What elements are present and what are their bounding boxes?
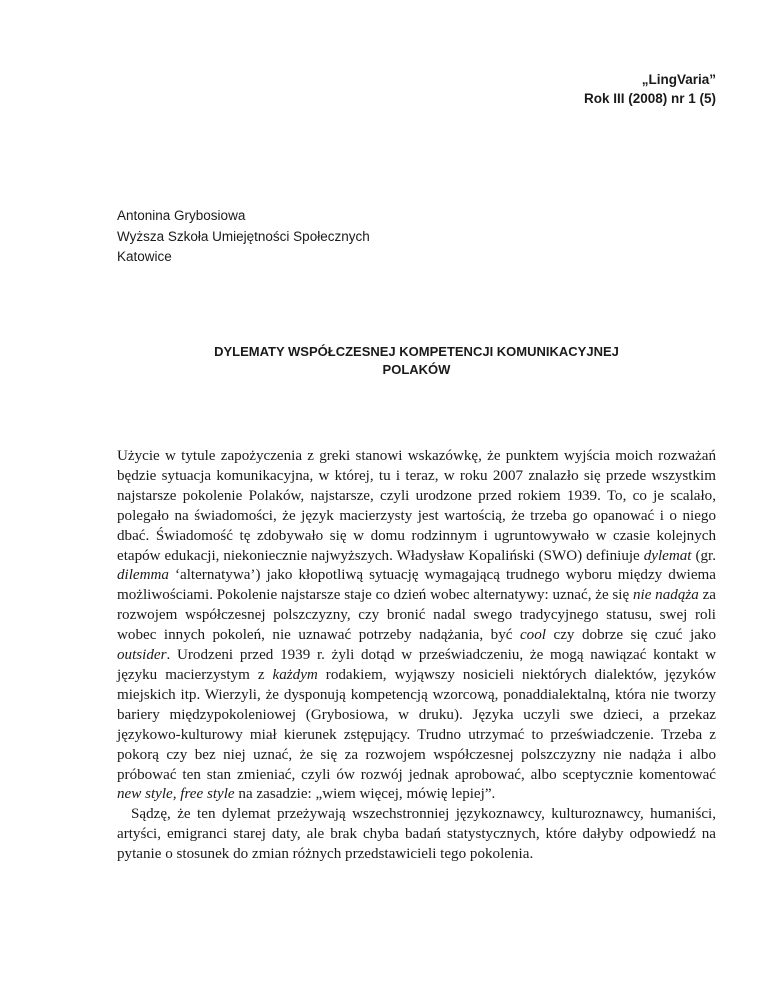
journal-issue: Rok III (2008) nr 1 (5) <box>583 91 716 106</box>
term-dilemma: dilemma <box>117 567 169 584</box>
article-body <box>117 447 716 865</box>
journal-name: „LingVaria” <box>641 72 716 87</box>
author-name: Antonina Grybosiowa <box>117 208 246 223</box>
term-nie-nadaza: nie nadąża <box>632 587 699 604</box>
term-cool: cool <box>519 627 546 644</box>
title-line-1: DYLEMATY WSPÓŁCZESNEJ KOMPETENCJI KOMUNIKACYJNEJ <box>214 344 619 359</box>
term-dylemat: dylemat <box>643 547 692 564</box>
body-paragraph-2: Sądzę, że ten dylemat przeżywają wszechstronniej językoznawcy, kulturoznawcy, humaniści, artyści, emigranci starej daty, ale brak chyba badań statystycznych, które dałyby odpowiedź na pytanie o stosunek do zmian różnych przedstawicieli tego pokolenia. <box>117 806 716 863</box>
term-kazdym: każdym <box>272 666 318 683</box>
term-new-style: new style, free style <box>117 786 235 803</box>
body-paragraph-1: Użycie w tytule zapożyczenia z greki stanowi wskazówkę, że punktem wyjścia moich rozważań będzie sytuacja komunikacyjna, w której, tu i teraz, w roku 2007 znalazło się przede wszystkim najstarsze pokolenie Polaków, najstarsze, czyli urodzone przed rokiem 1939. To, co je scalało, polegało na świadomości, że język macierzysty jest wartością, że trzeba go opanować i o niego dbać. Świadomość tę zdobywało się w domu rodzinnym i ugruntowywało w czasie kolejnych etapów edukacji, niekoniecznie najwyższych. Władysław Kopaliński (SWO) definiuje dylemat (gr. dilemma ‘alternatywa’) jako kłopotliwą sytuację wymagającą trudnego wyboru między dwiema możliwościami. Pokolenie najstarsze staje co dzień wobec alternatywy: uznać, że się nie nadąża za rozwojem współczesnej polszczyzny, czy bronić nadal swego tradycyjnego statusu, swej roli wobec innych pokoleń, nie uznawać potrzeby nadążania, być cool czy dobrze się czuć jako outsider. Urodzeni przed 1939 r. żyli dotąd w przeświadczeniu, że mogą nawiązać kontakt w języku macierzystym z każdym rodakiem, wyjąwszy nosicieli niektórych dialektów, języków miejskich itp. Wierzyli, że dysponują kompetencją wzorcową, ponaddialektalną, która nie tworzy bariery międzypokoleniowej (Grybosiowa, w druku). Języka uczyli swe dzieci, a przekaz językowo-kulturowy miał kierunek zstępujący. Trudno utrzymać to przeświadczenie. Trzeba z pokorą czy bez niej uznać, że się za rozwojem współczesnej polszczyzny nie nadąża i albo próbować ten stan zmieniać, czyli ów rozwój jednak aprobować, albo sceptycznie komentować new style, free style na zasadzie: „wiem więcej, mówię lepiej”. <box>117 448 716 803</box>
author-affiliation: Wyższa Szkoła Umiejętności Społecznych <box>117 228 370 244</box>
journal-header <box>584 70 716 108</box>
author-block <box>117 206 370 268</box>
author-city: Katowice <box>117 249 172 264</box>
term-outsider: outsider <box>117 647 167 664</box>
title-line-2: POLAKÓW <box>382 361 451 377</box>
article-title <box>117 343 716 378</box>
